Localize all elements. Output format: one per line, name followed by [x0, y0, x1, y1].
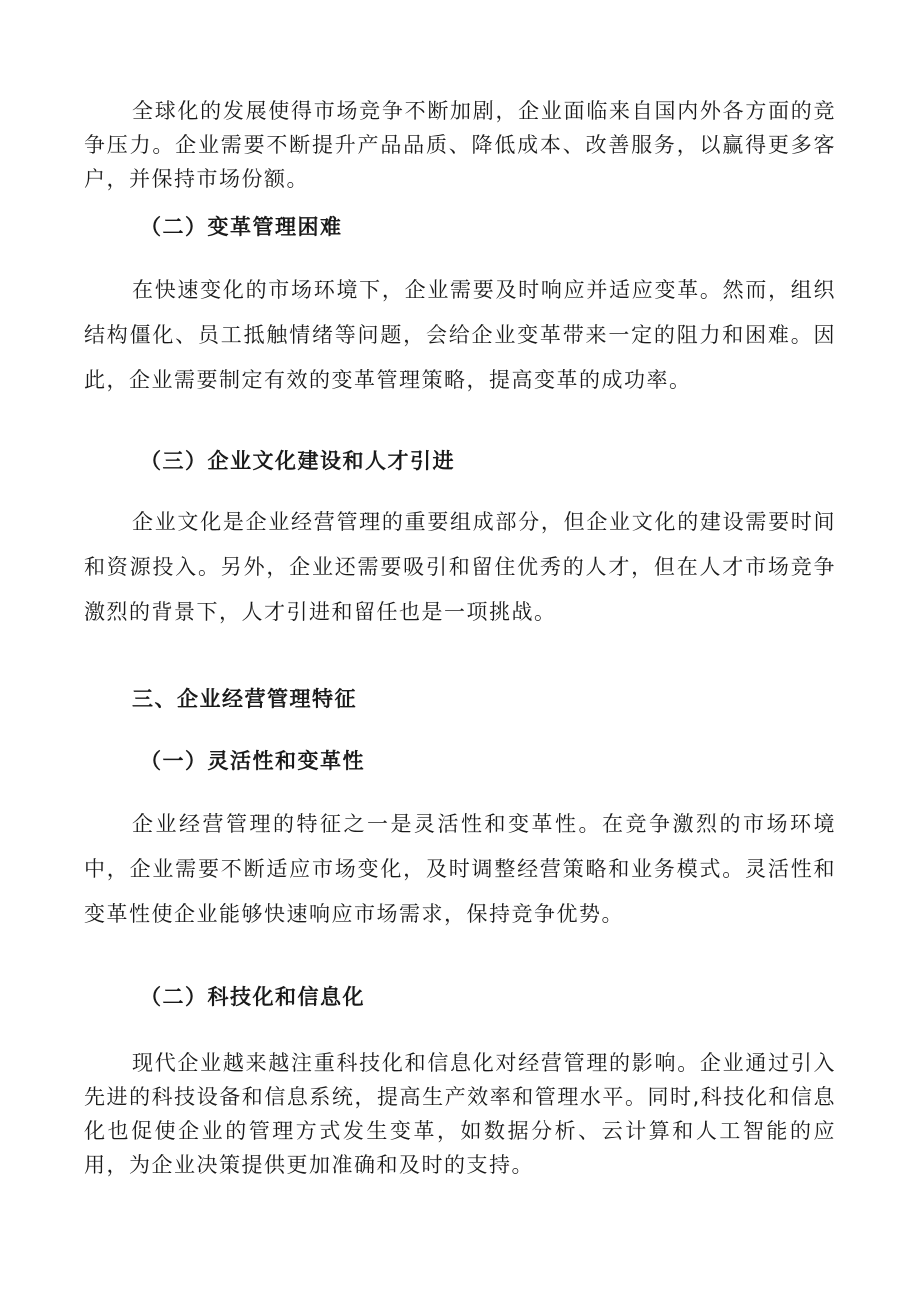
heading-technology: （二）科技化和信息化 [140, 985, 365, 1009]
heading-section-3: 三、企业经营管理特征 [132, 687, 357, 711]
paragraph-competition: 全球化的发展使得市场竞争不断加剧，企业面临来自国内外各方面的竞争压力。企业需要不断提升产品品质、降低成本、改善服务，以赢得更多客户，并保持市场份额。 [84, 99, 836, 191]
paragraph-culture-talent: 企业文化是企业经营管理的重要组成部分，但企业文化的建设需要时间和资源投入。另外，企业还需要吸引和留住优秀的人才，但在人才市场竞争激烈的背景下，人才引进和留任也是一项挑战。 [84, 510, 836, 624]
heading-flexibility: （一）灵活性和变革性 [140, 749, 365, 773]
heading-change-management: （二）变革管理困难 [140, 215, 343, 239]
heading-culture-talent: （三）企业文化建设和人才引进 [140, 449, 455, 473]
paragraph-technology: 现代企业越来越注重科技化和信息化对经营管理的影响。企业通过引入先进的科技设备和信息系统，提高生产效率和管理水平。同时,科技化和信息化也促使企业的管理方式发生变革，如数据分析、云计算和人工智能的应用，为企业决策提供更加准确和及时的支持。 [84, 1051, 836, 1177]
paragraph-change-management: 在快速变化的市场环境下，企业需要及时响应并适应变革。然而，组织结构僵化、员工抵触情绪等问题，会给企业变革带来一定的阻力和困难。因此，企业需要制定有效的变革管理策略，提高变革的成功率。 [84, 278, 836, 392]
paragraph-flexibility: 企业经营管理的特征之一是灵活性和变革性。在竞争激烈的市场环境中，企业需要不断适应市场变化，及时调整经营策略和业务模式。灵活性和变革性使企业能够快速响应市场需求，保持竞争优势。 [84, 812, 836, 926]
